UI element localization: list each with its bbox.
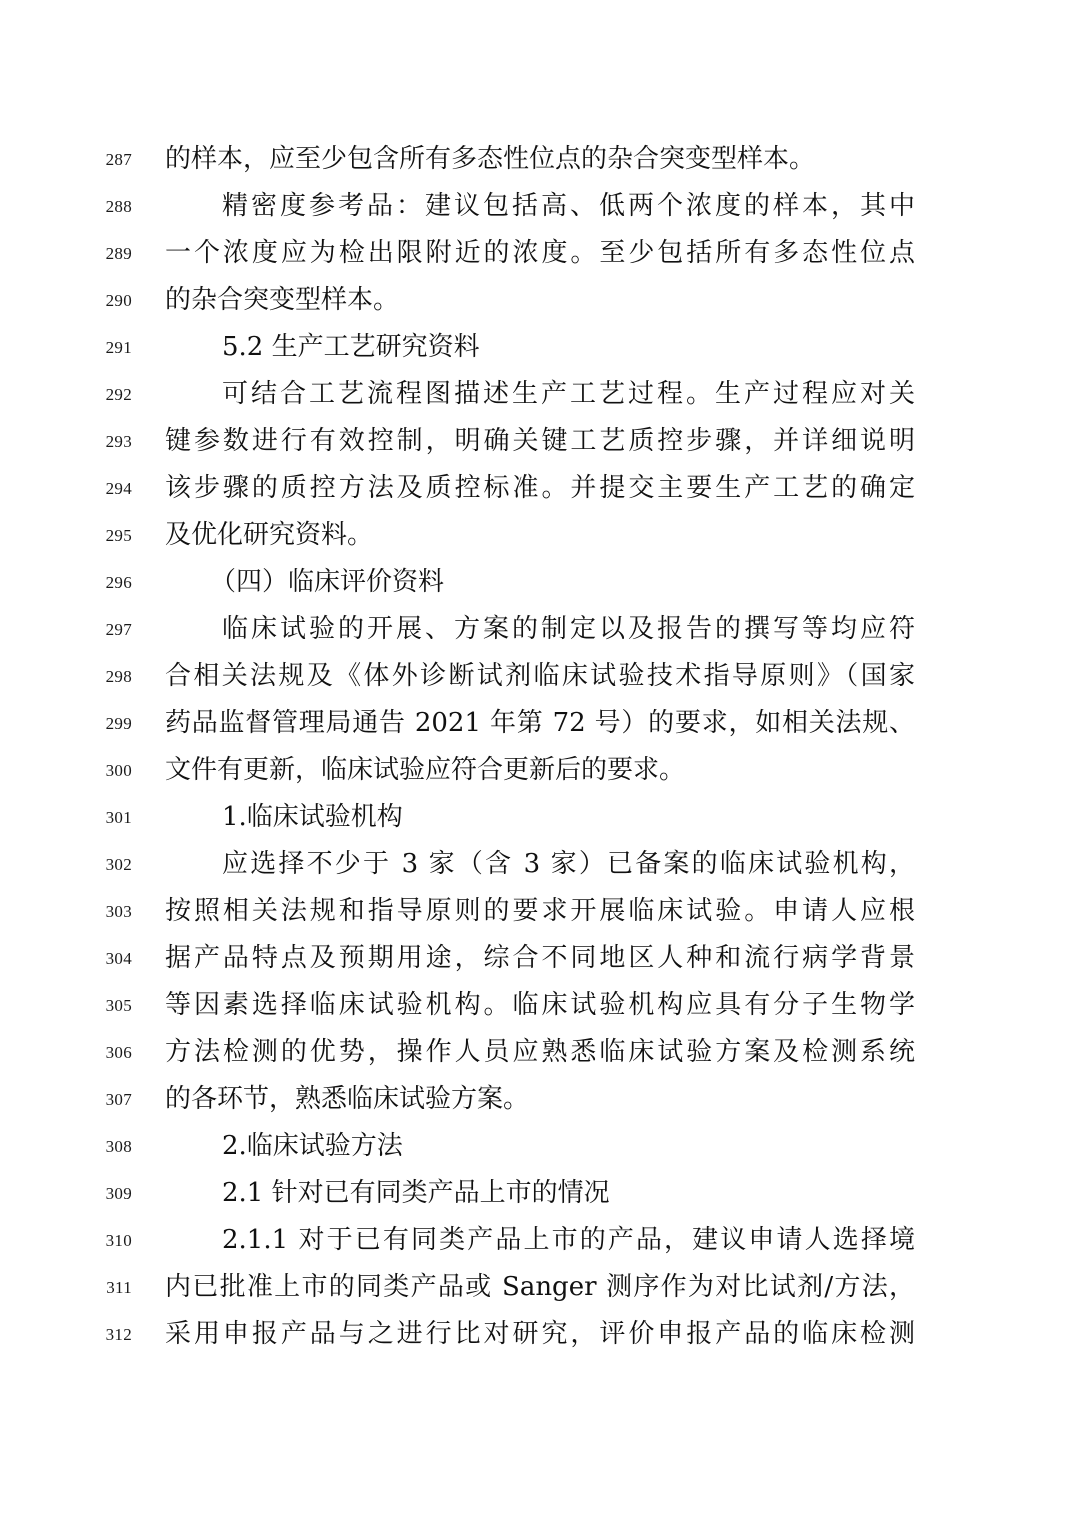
line-number: 302 bbox=[105, 855, 132, 874]
line-number: 301 bbox=[105, 808, 132, 827]
line-text: 一个浓度应为检出限附近的浓度。至少包括所有多态性位点 bbox=[165, 238, 915, 268]
line-text: 键参数进行有效控制，明确关键工艺质控步骤，并详细说明 bbox=[165, 426, 915, 456]
text-line bbox=[0, 183, 1080, 230]
line-text: 按照相关法规和指导原则的要求开展临床试验。申请人应根 bbox=[165, 896, 915, 926]
text-line bbox=[0, 606, 1080, 653]
text-line bbox=[0, 888, 1080, 935]
line-number: 288 bbox=[105, 197, 132, 216]
line-text: 及优化研究资料。 bbox=[165, 520, 374, 550]
section-heading: 2.1 针对已有同类产品上市的情况 bbox=[222, 1178, 610, 1208]
text-line bbox=[0, 230, 1080, 277]
text-line bbox=[0, 700, 1080, 747]
text-line bbox=[0, 418, 1080, 465]
section-heading: （四）临床评价资料 bbox=[210, 567, 445, 597]
line-number: 292 bbox=[105, 385, 132, 404]
text-line bbox=[0, 277, 1080, 324]
line-number: 311 bbox=[106, 1278, 132, 1297]
line-number: 304 bbox=[105, 949, 132, 968]
section-heading: 1.临床试验机构 bbox=[222, 802, 403, 832]
line-number: 300 bbox=[105, 761, 132, 780]
text-line bbox=[0, 794, 1080, 841]
line-text: 内已批准上市的同类产品或 Sanger 测序作为对比试剂/方法， bbox=[165, 1272, 915, 1302]
line-number: 299 bbox=[105, 714, 132, 733]
line-number: 310 bbox=[105, 1231, 132, 1250]
line-number: 296 bbox=[105, 573, 132, 592]
line-number: 305 bbox=[105, 996, 132, 1015]
line-number: 290 bbox=[105, 291, 132, 310]
text-line bbox=[0, 1311, 1080, 1358]
text-line bbox=[0, 559, 1080, 606]
line-number: 312 bbox=[105, 1325, 132, 1344]
line-text: 的杂合突变型样本。 bbox=[165, 285, 400, 315]
line-number: 291 bbox=[105, 338, 132, 357]
line-text: 的各环节，熟悉临床试验方案。 bbox=[165, 1084, 530, 1114]
text-line bbox=[0, 324, 1080, 371]
text-line bbox=[0, 1029, 1080, 1076]
line-text: 该步骤的质控方法及质控标准。并提交主要生产工艺的确定 bbox=[165, 473, 915, 503]
line-text: 等因素选择临床试验机构。临床试验机构应具有分子生物学 bbox=[165, 990, 915, 1020]
line-number: 295 bbox=[105, 526, 132, 545]
text-line bbox=[0, 747, 1080, 794]
text-line bbox=[0, 1123, 1080, 1170]
text-line bbox=[0, 1076, 1080, 1123]
text-line bbox=[0, 841, 1080, 888]
text-line bbox=[0, 1170, 1080, 1217]
line-number: 306 bbox=[105, 1043, 132, 1062]
line-text: 的样本，应至少包含所有多态性位点的杂合突变型样本。 bbox=[165, 144, 816, 174]
line-number: 297 bbox=[105, 620, 132, 639]
text-line bbox=[0, 1217, 1080, 1264]
line-number: 308 bbox=[105, 1137, 132, 1156]
line-text: 临床试验的开展、方案的制定以及报告的撰写等均应符 bbox=[222, 614, 915, 644]
line-text: 采用申报产品与之进行比对研究，评价申报产品的临床检测 bbox=[165, 1319, 915, 1349]
line-text: 方法检测的优势，操作人员应熟悉临床试验方案及检测系统 bbox=[165, 1037, 915, 1067]
line-number: 298 bbox=[105, 667, 132, 686]
line-text: 据产品特点及预期用途，综合不同地区人种和流行病学背景 bbox=[165, 943, 915, 973]
line-number: 289 bbox=[105, 244, 132, 263]
text-line bbox=[0, 136, 1080, 183]
line-number: 303 bbox=[105, 902, 132, 921]
text-line bbox=[0, 1264, 1080, 1311]
line-number: 294 bbox=[105, 479, 132, 498]
line-number: 287 bbox=[105, 150, 132, 169]
line-number: 307 bbox=[105, 1090, 132, 1109]
text-line bbox=[0, 982, 1080, 1029]
line-number: 309 bbox=[105, 1184, 132, 1203]
line-text: 药品监督管理局通告 2021 年第 72 号）的要求，如相关法规、 bbox=[165, 708, 915, 738]
text-line bbox=[0, 512, 1080, 559]
text-line bbox=[0, 371, 1080, 418]
line-text: 应选择不少于 3 家（含 3 家）已备案的临床试验机构， bbox=[222, 849, 915, 879]
line-text: 文件有更新，临床试验应符合更新后的要求。 bbox=[165, 755, 686, 785]
line-text: 可结合工艺流程图描述生产工艺过程。生产过程应对关 bbox=[222, 379, 915, 409]
section-heading: 5.2 生产工艺研究资料 bbox=[222, 332, 480, 362]
text-line bbox=[0, 465, 1080, 512]
text-line bbox=[0, 935, 1080, 982]
line-number: 293 bbox=[105, 432, 132, 451]
line-text: 2.1.1 对于已有同类产品上市的产品，建议申请人选择境 bbox=[222, 1225, 915, 1255]
text-line bbox=[0, 653, 1080, 700]
line-text: 精密度参考品：建议包括高、低两个浓度的样本，其中 bbox=[222, 191, 915, 221]
section-heading: 2.临床试验方法 bbox=[222, 1131, 403, 1161]
line-text: 合相关法规及《体外诊断试剂临床试验技术指导原则》（国家 bbox=[165, 661, 915, 691]
